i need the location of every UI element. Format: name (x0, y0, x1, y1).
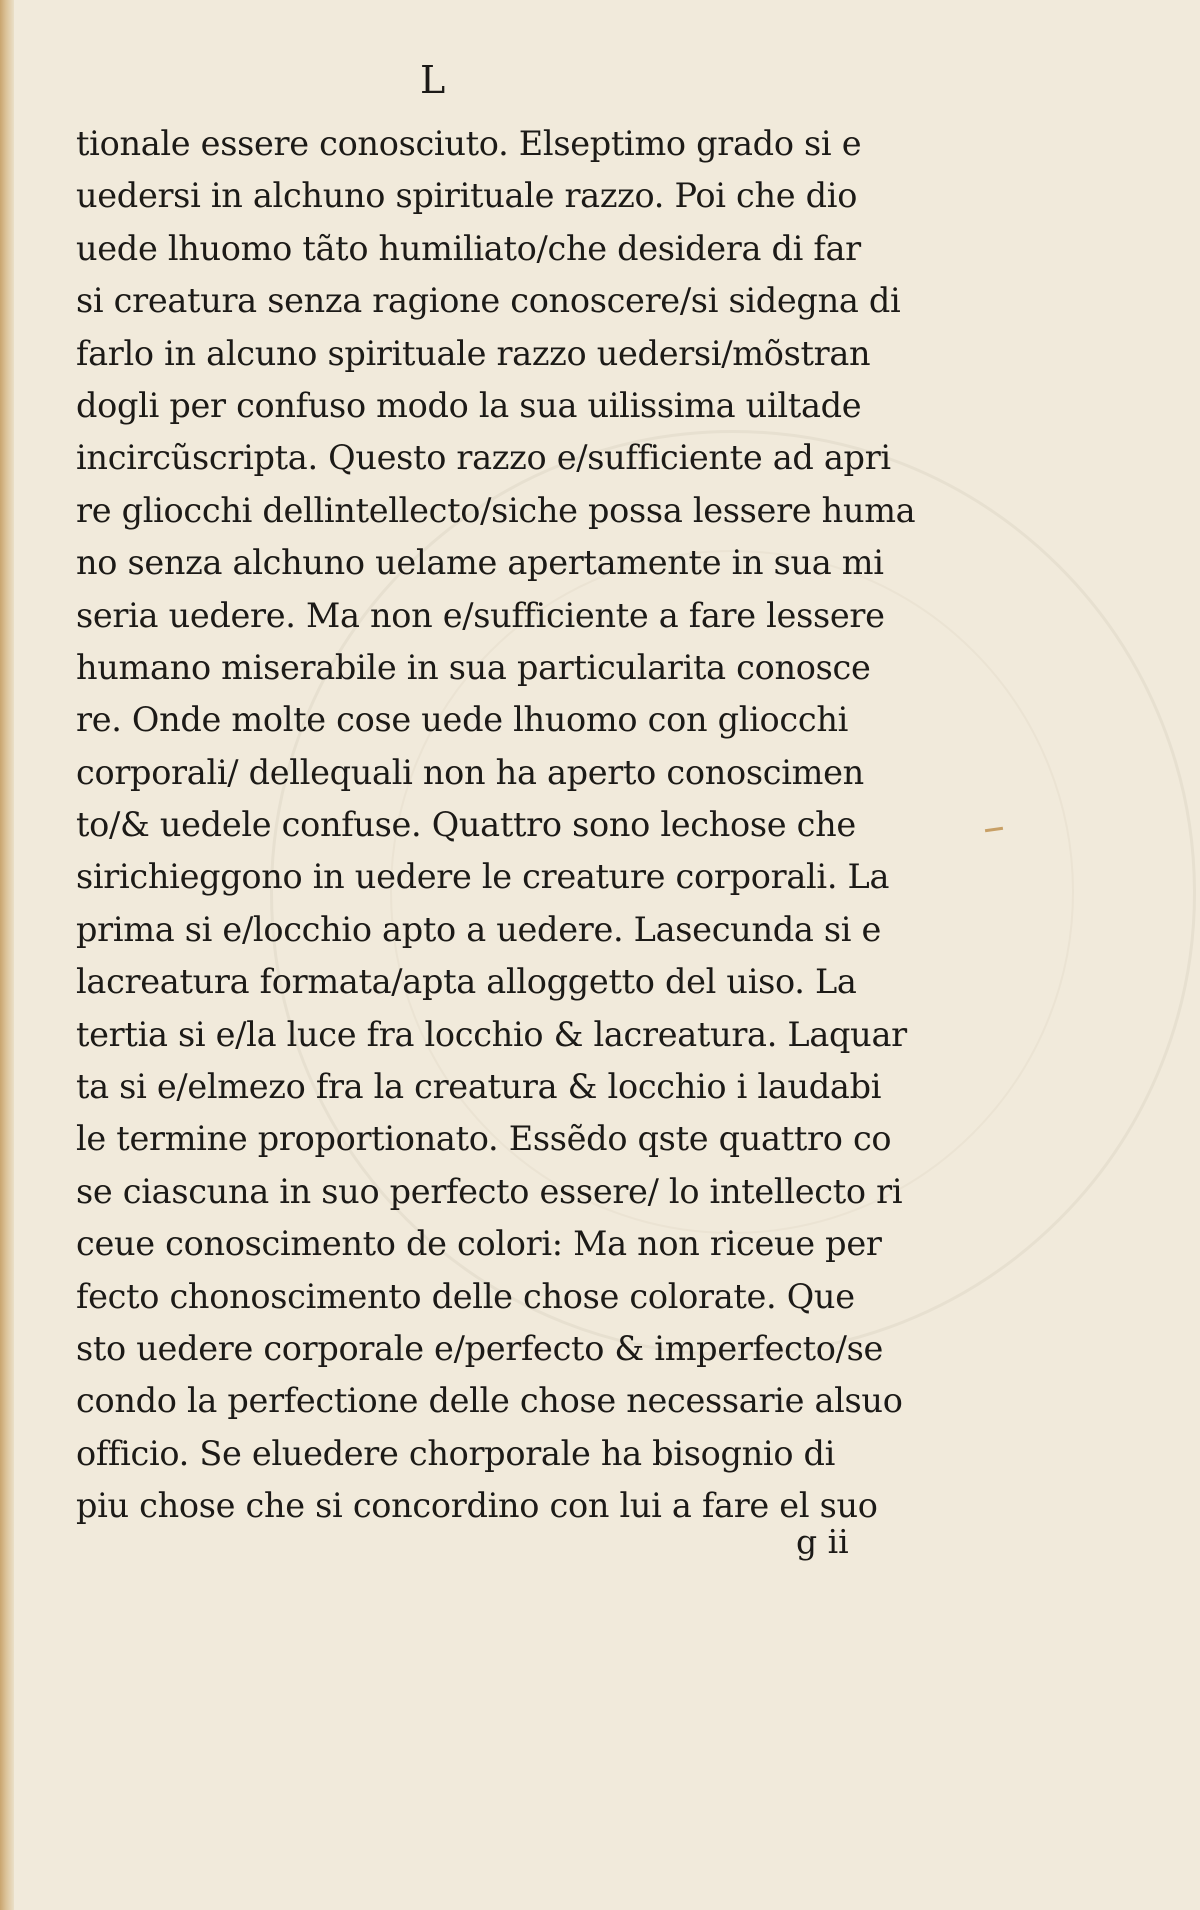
text-line: sirichieggono in uedere le creature corporali. La (76, 857, 890, 897)
text-line: officio. Se eluedere chorporale ha bisognio di (76, 1433, 836, 1473)
text-line: tionale essere conosciuto. Elseptimo grado si e (76, 124, 862, 163)
text-line: re gliocchi dellintellecto/siche possa lessere huma (76, 490, 916, 530)
text-line: si creatura senza ragione conoscere/si sidegna di (76, 281, 901, 321)
text-line: fecto chonoscimento delle chose colorate. Que (76, 1276, 855, 1316)
signature-mark: g ii (796, 1522, 849, 1561)
text-line: le termine proportionato. Essẽdo qste quattro co (76, 1119, 892, 1159)
text-line: uedersi in alchuno spirituale razzo. Poi che dio (76, 176, 858, 216)
text-line: piu chose che si concordino con lui a fare el suo (76, 1486, 878, 1526)
text-line: tertia si e/la luce fra locchio & lacreatura. Laquar (76, 1014, 907, 1054)
text-line: re. Onde molte cose uede lhuomo con gliocchi (76, 700, 849, 740)
text-line: incircũscripta. Questo razzo e/sufficiente ad apri (76, 438, 891, 478)
text-line: humano miserabile in sua particularita conosce (76, 647, 871, 687)
text-line: prima si e/locchio apto a uedere. Lasecunda si e (76, 909, 882, 949)
text-line: se ciascuna in suo perfecto essere/ lo intellecto ri (76, 1171, 903, 1211)
text-block (76, 118, 936, 1533)
text-line: farlo in alcuno spirituale razzo uedersi/mõstran (76, 333, 871, 373)
text-line: ta si e/elmezo fra la creatura & locchio i laudabi (76, 1067, 882, 1107)
text-line: lacreatura formata/apta alloggetto del uiso. La (76, 962, 857, 1002)
text-line: uede lhuomo tãto humiliato/che desidera di far (76, 228, 861, 268)
text-line: no senza alchuno uelame apertamente in sua mi (76, 543, 884, 583)
text-line: condo la perfectione delle chose necessarie alsuo (76, 1381, 903, 1421)
text-line: sto uedere corporale e/perfecto & imperfecto/se (76, 1328, 884, 1368)
text-line: seria uedere. Ma non e/sufficiente a fare lessere (76, 595, 885, 635)
text-line: to/& uedele confuse. Quattro sono lechose che (76, 805, 856, 845)
binding-edge (0, 0, 14, 1910)
text-line: corporali/ dellequali non ha aperto conoscimen (76, 752, 864, 792)
running-head: L (420, 58, 446, 102)
text-line: dogli per confuso modo la sua uilissima uiltade (76, 385, 862, 425)
text-line: ceue conoscimento de colori: Ma non riceue per (76, 1224, 882, 1264)
